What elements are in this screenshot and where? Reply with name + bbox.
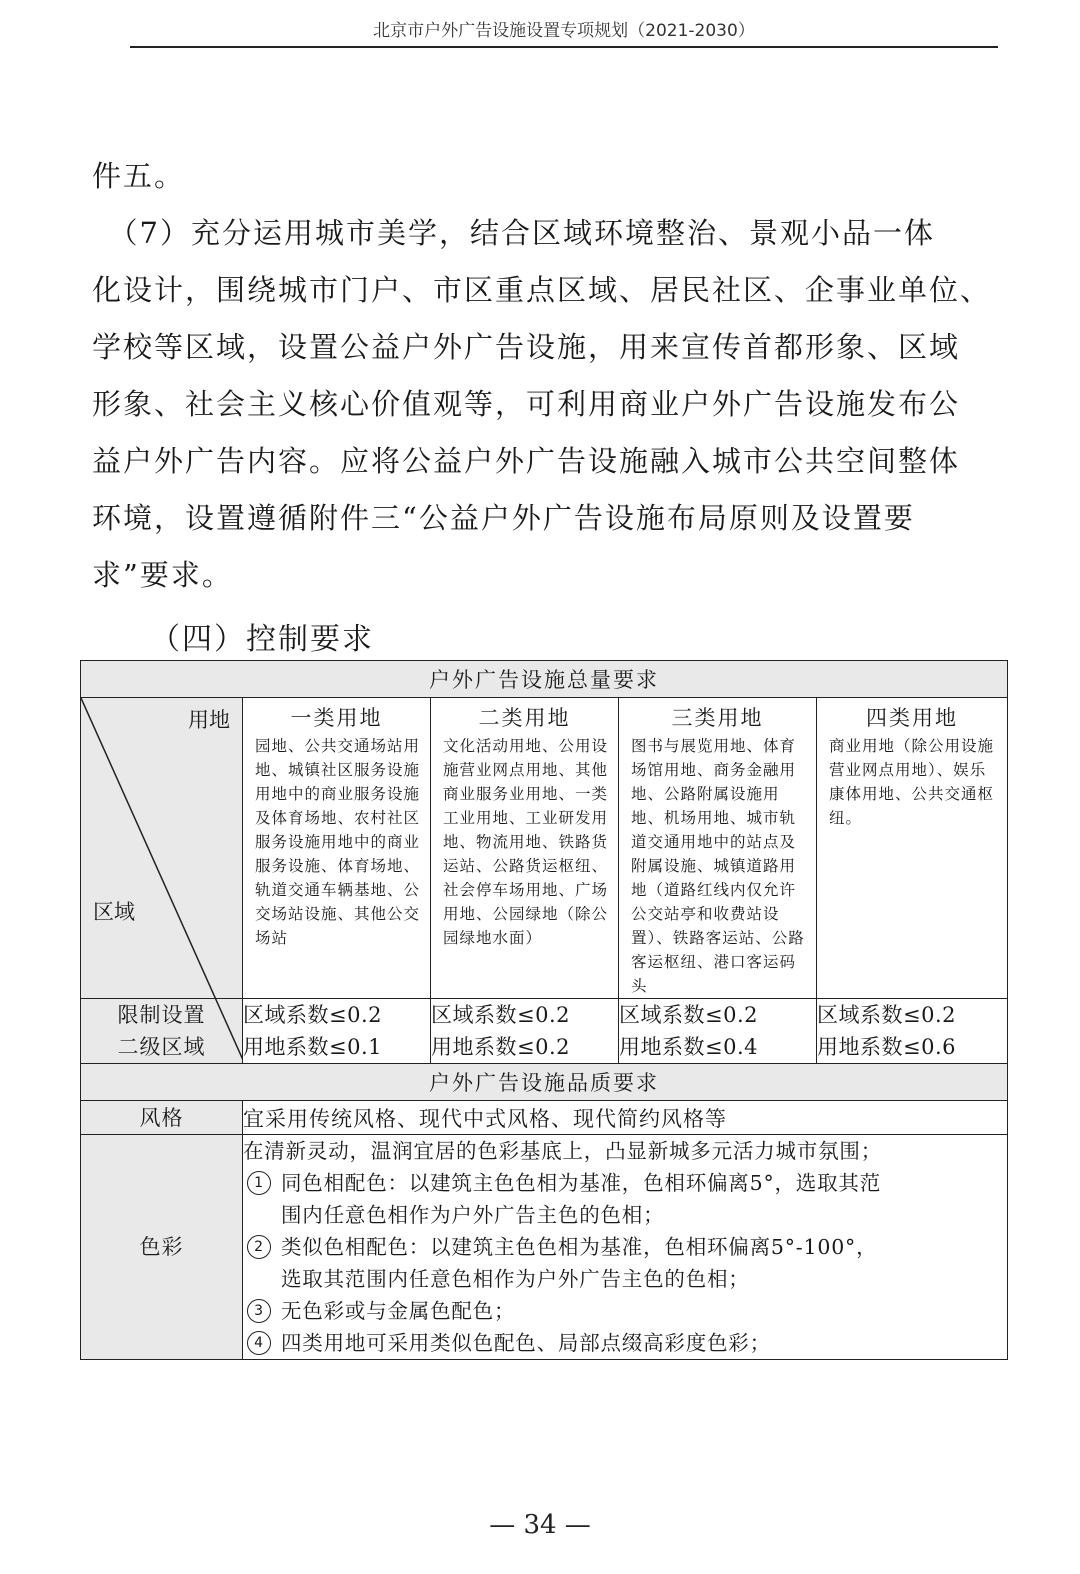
item-number-badge: 2 bbox=[247, 1235, 271, 1259]
style-text: 宜采用传统风格、现代中式风格、现代简约风格等 bbox=[243, 1101, 1008, 1135]
land-coefficient: 用地系数≤0.4 bbox=[619, 1035, 758, 1059]
body-line: 形象、社会主义核心价值观等，可利用商业户外广告设施发布公 bbox=[92, 387, 961, 421]
region-coefficient: 区域系数≤0.2 bbox=[817, 1003, 956, 1027]
coefficient-cell bbox=[619, 999, 817, 1064]
header-rule bbox=[130, 46, 998, 48]
land-coefficient: 用地系数≤0.2 bbox=[431, 1035, 570, 1059]
zone-label-line: 二级区域 bbox=[117, 1035, 206, 1059]
color-item bbox=[243, 1167, 1007, 1231]
category-cell bbox=[817, 698, 1008, 999]
body-line: 求”要求。 bbox=[92, 558, 233, 592]
color-item bbox=[243, 1295, 1007, 1327]
body-line: 益户外广告内容。应将公益户外广告设施融入城市公共空间整体 bbox=[92, 444, 961, 478]
color-item-text: 同色相配色：以建筑主色色相为基准，色相环偏离5°，选取其范 bbox=[281, 1171, 881, 1195]
body-line: 件五。 bbox=[92, 159, 186, 193]
category-name: 一类用地 bbox=[290, 706, 383, 730]
diagonal-header-cell bbox=[81, 698, 243, 999]
item-number-badge: 4 bbox=[247, 1331, 271, 1355]
coefficient-cell bbox=[431, 999, 619, 1064]
category-cell bbox=[619, 698, 817, 999]
body-line: 环境，设置遵循附件三“公益户外广告设施布局原则及设置要 bbox=[92, 501, 915, 535]
coefficient-cell bbox=[243, 999, 431, 1064]
page-number: — 34 — bbox=[489, 1510, 591, 1540]
control-requirements-table bbox=[80, 660, 1008, 1360]
diagonal-line bbox=[81, 698, 243, 1060]
category-name: 四类用地 bbox=[866, 706, 959, 730]
category-description: 文化活动用地、公用设施营业网点用地、其他商业服务业用地、一类工业用地、工业研发用地、物流用地、铁路货运站、公路货运枢纽、社会停车场用地、广场用地、公园绿地（除公园绿地水面） bbox=[443, 737, 609, 947]
item-number-badge: 1 bbox=[247, 1171, 271, 1195]
zone-axis-label: 区域 bbox=[93, 900, 135, 924]
section-title: （四）控制要求 bbox=[150, 622, 374, 657]
item-number-badge: 3 bbox=[247, 1299, 271, 1323]
color-item-text: 围内任意色相作为户外广告主色的色相； bbox=[281, 1203, 665, 1227]
color-label: 色彩 bbox=[81, 1135, 243, 1360]
color-item bbox=[243, 1327, 1007, 1359]
style-label: 风格 bbox=[81, 1101, 243, 1135]
total-requirements-heading: 户外广告设施总量要求 bbox=[81, 661, 1008, 698]
category-description: 园地、公共交通场站用地、城镇社区服务设施用地中的商业服务设施及体育场地、农村社区服务设施用地中的商业服务设施、体育场地、轨道交通车辆基地、公交场站设施、其他公交场站 bbox=[255, 737, 421, 947]
region-coefficient: 区域系数≤0.2 bbox=[243, 1003, 382, 1027]
body-line: 化设计，围绕城市门户、市区重点区域、居民社区、企事业单位、 bbox=[92, 273, 992, 307]
color-item bbox=[243, 1231, 1007, 1295]
land-axis-label: 用地 bbox=[188, 708, 230, 732]
region-coefficient: 区域系数≤0.2 bbox=[431, 1003, 570, 1027]
quality-requirements-heading: 户外广告设施品质要求 bbox=[81, 1064, 1008, 1101]
category-name: 二类用地 bbox=[478, 706, 571, 730]
running-header: 北京市户外广告设施设置专项规划（2021-2030） bbox=[373, 21, 755, 41]
body-line: （7）充分运用城市美学，结合区域环境整治、景观小品一体 bbox=[92, 216, 935, 250]
color-item-text: 四类用地可采用类似色配色、局部点缀高彩度色彩； bbox=[281, 1331, 771, 1355]
category-cell bbox=[243, 698, 431, 999]
color-item-text: 类似色相配色：以建筑主色色相为基准，色相环偏离5°-100°， bbox=[281, 1235, 878, 1259]
color-item-text: 无色彩或与金属色配色； bbox=[281, 1299, 516, 1323]
coefficient-cell bbox=[817, 999, 1008, 1064]
land-coefficient: 用地系数≤0.6 bbox=[817, 1035, 956, 1059]
zone-label-line: 限制设置 bbox=[117, 1003, 206, 1027]
category-description: 图书与展览用地、体育场馆用地、商务金融用地、公路附属设施用地、机场用地、城市轨道交通用地中的站点及附属设施、城镇道路用地（道路红线内仅允许公交站亭和收费站设置）、铁路客运站、公路客运枢纽、港口客运码头 bbox=[631, 737, 805, 995]
category-description: 商业用地（除公用设施营业网点用地）、娱乐康体用地、公共交通枢纽。 bbox=[829, 737, 995, 827]
color-item-text: 选取其范围内任意色相作为户外广告主色的色相； bbox=[281, 1267, 750, 1291]
color-requirements bbox=[243, 1135, 1008, 1360]
body-line: 学校等区域，设置公益户外广告设施，用来宣传首都形象、区域 bbox=[92, 330, 961, 364]
color-intro: 在清新灵动，温润宜居的色彩基底上，凸显新城多元活力城市氛围； bbox=[243, 1139, 882, 1163]
category-cell bbox=[431, 698, 619, 999]
category-name: 三类用地 bbox=[671, 706, 764, 730]
land-coefficient: 用地系数≤0.1 bbox=[243, 1035, 382, 1059]
region-coefficient: 区域系数≤0.2 bbox=[619, 1003, 758, 1027]
